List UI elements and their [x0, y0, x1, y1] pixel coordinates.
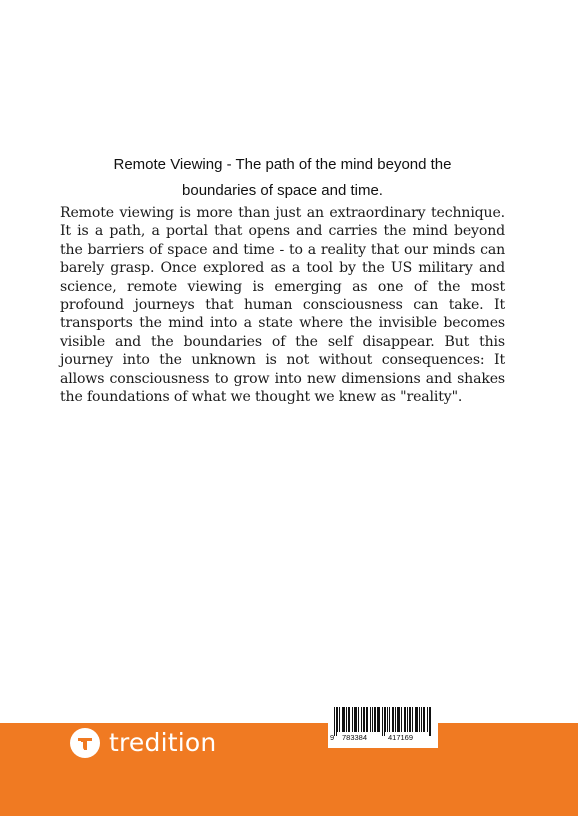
barcode-bar [392, 707, 393, 732]
barcode-bar [423, 707, 424, 732]
barcode-bar [378, 707, 379, 732]
barcode-group-1: 783384 [342, 733, 368, 742]
barcode-bar [355, 707, 356, 732]
barcode-bar [361, 707, 362, 732]
barcode-bar [367, 707, 368, 732]
barcode-bar [334, 707, 335, 736]
barcode-bar [366, 707, 367, 732]
barcode-bar [382, 707, 383, 736]
blurb-text: Remote viewing is more than just an extraordinary technique. It is a path, a portal that opens and carries the mind beyond the barriers of space and time - to a reality that our minds can barely grasp. Once explored as a tool by the US military and science, remote viewing is emerging as one of the most profound journeys that human consciousness can take. It transports the mind into a state where the invisible becomes visible and the boundaries of the self disappear. But this journey into the unknown is not without consequences: It allows consciousness to grow into new dimensions and shakes the foundations of what we thought we knew as "reality". [60, 205, 505, 406]
barcode-bar [395, 707, 396, 732]
barcode-bar [346, 707, 347, 732]
barcode-bar [405, 707, 406, 732]
barcode-bar [370, 707, 371, 732]
barcode-bar [430, 707, 431, 736]
publisher-logo [70, 728, 216, 758]
barcode-bar [364, 707, 365, 732]
barcode-bar [348, 707, 349, 732]
barcode-bar [393, 707, 394, 732]
barcode-bar [424, 707, 425, 732]
barcode-bar [377, 707, 378, 732]
publisher-name: tredition [109, 728, 217, 757]
barcode-bar [415, 707, 416, 732]
barcode-bar [421, 707, 422, 732]
barcode-bar [356, 707, 357, 732]
barcode-bar [343, 707, 344, 732]
title-line-1: Remote Viewing - The path of the mind beyond the [113, 156, 452, 173]
barcode-bar [379, 707, 380, 732]
barcode-bar [372, 707, 373, 732]
barcode-prefix: 9 [330, 733, 335, 742]
barcode-bar [387, 707, 388, 732]
barcode-bar [398, 707, 399, 732]
barcode-bar [363, 707, 364, 732]
barcode-bar [427, 707, 428, 732]
barcode-bar [374, 707, 375, 732]
barcode-bar [412, 707, 413, 732]
barcode-bar [416, 707, 417, 732]
barcode-bar [429, 707, 430, 736]
barcode-bar [419, 707, 420, 732]
barcode-bar [358, 707, 359, 732]
barcode-bar [409, 707, 410, 732]
barcode-bar [410, 707, 411, 732]
barcode-bar [337, 707, 338, 732]
barcode-group-2: 417169 [388, 733, 414, 742]
barcode-bar [404, 707, 405, 732]
barcode-bar [384, 707, 385, 736]
barcode-bar [401, 707, 402, 732]
barcode-bar [375, 707, 376, 732]
barcode-bar [389, 707, 390, 732]
barcode-bar [342, 707, 343, 732]
tredition-logo-icon [70, 728, 100, 758]
isbn-barcode [328, 704, 438, 748]
barcode-bar [339, 707, 340, 732]
barcode-bar [344, 707, 345, 732]
barcode-bar [417, 707, 418, 732]
barcode-digits [328, 733, 438, 745]
title-line-2: boundaries of space and time. [182, 182, 383, 199]
book-title [60, 152, 505, 204]
barcode-bar [407, 707, 408, 732]
barcode-bar [349, 707, 350, 732]
barcode-bar [397, 707, 398, 732]
barcode-bar [354, 707, 355, 732]
barcode-bar [399, 707, 400, 732]
barcode-bar [385, 707, 386, 732]
barcode-bar [352, 707, 353, 732]
barcode-bar [336, 707, 337, 736]
